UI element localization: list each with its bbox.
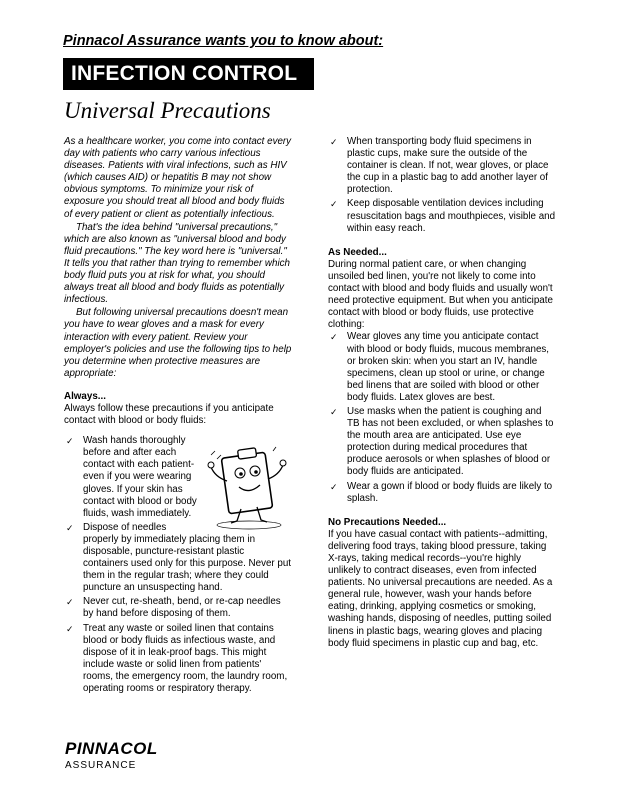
always-item: ✓ When transporting body fluid specimens in plastic cups, make sure the outside of the container is clean. If not, wear gloves, or place the cup in a plastic bag to add another layer of protection. <box>330 136 549 196</box>
always-item: ✓ Wash hands thoroughly before and after each contact with each patient-even if you were wearing gloves. If your skin has contact with blood or body fluids, wash immediately. <box>66 435 197 519</box>
check-icon: ✓ <box>66 436 74 447</box>
intro-paragraph: As a healthcare worker, you come into contact every day with patients who carry various infectious diseases. Patients with viral infections, such as HIV (which causes AID) or hepatitis B may not show obvious symptoms. To minimize your risk of exposure you should treat all blood and body fluids of every patient or client as potentially infectious. <box>64 136 292 220</box>
page-subtitle: Universal Precautions <box>64 98 271 123</box>
check-icon: ✓ <box>330 199 338 210</box>
check-icon: ✓ <box>330 406 338 417</box>
intro-paragraph: But following universal precautions doesn't mean you have to wear gloves and a mask for every interaction with every patient. Review your employer's policies and use the following tips to help you determine when protective measures are appropriate: <box>64 307 292 379</box>
always-item: ✓ Keep disposable ventilation devices including resuscitation bags and mouthpieces, visible and within easy reach. <box>330 198 556 234</box>
header-intro: Pinnacol Assurance wants you to know about: <box>63 33 384 49</box>
always-intro: Always follow these precautions if you anticipate contact with blood or body fluids: <box>64 402 274 427</box>
intro-paragraph: That's the idea behind "universal precautions," which are also known as "universal blood and body fluid precautions." The key word here is "universal." It tells you that rather than trying to remember which body fluid puts you at risk for what, you should always treat all blood and body fluids as potentially infectious. <box>64 221 290 306</box>
check-icon: ✓ <box>66 597 74 608</box>
always-list <box>64 435 292 695</box>
check-icon: ✓ <box>66 623 74 634</box>
no-precautions-text: If you have casual contact with patients--admitting, delivering food trays, taking blood pressure, taking X-rays, taking medical records--you're highly unlikely to contract diseases, even from infected patients. No universal precautions are needed. As a general rule, however, wash your hands before eating, drinking, applying cosmetics or smoking, washing hands, disposing of needles, putting soiled linens in plastic bags, wearing gloves and placing body fluid specimens in plastic cup and bag, etc. <box>328 528 553 649</box>
always-heading: Always... <box>64 390 106 402</box>
check-icon: ✓ <box>66 522 74 533</box>
logo-sub: ASSURANCE <box>65 760 137 771</box>
check-icon: ✓ <box>330 137 338 147</box>
check-icon: ✓ <box>330 481 338 492</box>
as-needed-heading: As Needed... <box>328 246 387 258</box>
logo-name: PINNACOL <box>65 739 158 758</box>
title-banner: INFECTION CONTROL <box>63 58 314 90</box>
as-needed-intro: During normal patient care, or when changing unsoiled bed linen, you're not likely to come into contact with blood and body fluids and usually won't need protective equipment. But when you anticipate contact with blood or body fluids, use protective clothing: <box>328 258 553 331</box>
always-item: ✓ Dispose of needles properly by immediately placing them in disposable, puncture-resistant plastic containers used only for this purpose. Never put them in the regular trash; where they could puncture an unsuspecting hand. <box>66 521 292 594</box>
left-column <box>64 136 292 697</box>
right-column <box>328 136 556 650</box>
as-needed-item: ✓ Wear gloves any time you anticipate contact with blood or body fluids, mucous membranes, or broken skin: when you start an IV, handle specimens, clean up stool or urine, or change bed linens that are soiled with blood or other body fluids. Latex gloves are best. <box>330 331 550 403</box>
as-needed-item: ✓ Wear a gown if blood or body fluids are likely to splash. <box>330 480 553 504</box>
pinnacol-logo <box>65 740 158 771</box>
check-icon: ✓ <box>330 332 338 343</box>
as-needed-item: ✓ Use masks when the patient is coughing and TB has not been excluded, or when splashes to the mouth area are anticipated. Use eye protection during medical procedures that produce aerosols or when splashes of blood or body fluids are anticipated. <box>330 405 554 478</box>
always-item: ✓ Never cut, re-sheath, bend, or re-cap needles by hand before disposing of them. <box>66 596 281 620</box>
always-item: ✓ Treat any waste or soiled linen that contains blood or body fluids as infectious waste, and dispose of it in leak-proof bags. This might include waste or solid linen from patients' rooms, the emergency room, the laundry room, operating rooms or respiratory therapy. <box>66 622 288 695</box>
no-precautions-heading: No Precautions Needed... <box>328 516 447 528</box>
